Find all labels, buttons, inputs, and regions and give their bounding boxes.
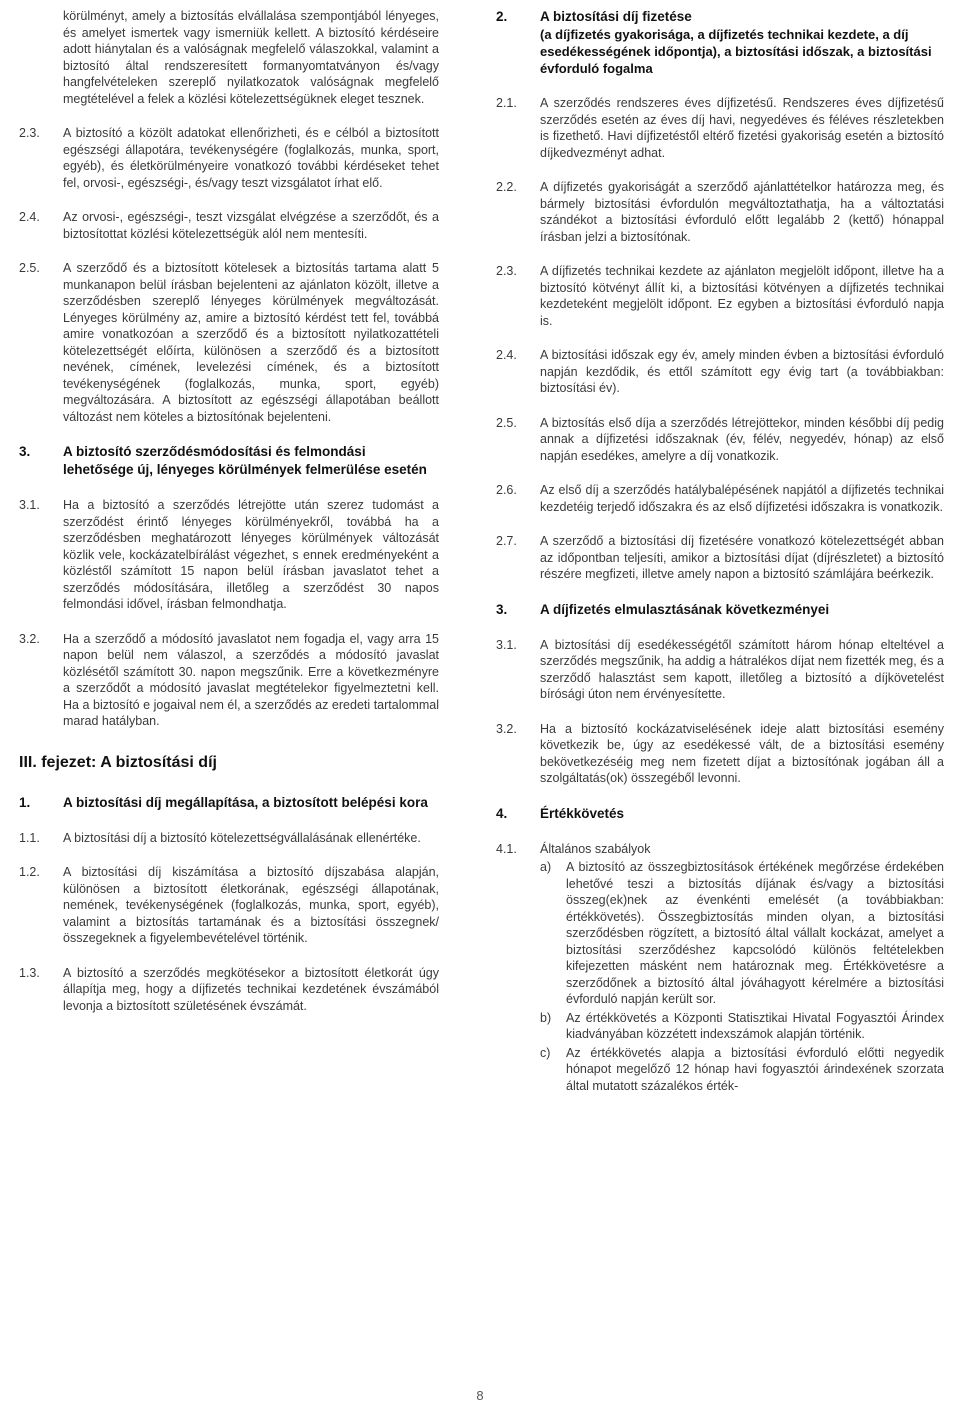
heading-block	[540, 8, 944, 77]
section-1-3	[19, 965, 439, 1015]
section-text: A szerződő a biztosítási díj fizetésére vonatkozó kötelezettségét abban az időpontban teljesíti, amikor a biztosítási díjat (díjrészletet) a biztosító részére megfizeti, illetve amely napon a biztosító számlájára beérkezik.	[540, 534, 944, 581]
section-2-5	[496, 415, 944, 465]
section-4-1	[496, 841, 944, 858]
section-number: 2.3.	[19, 126, 40, 140]
section-title: Általános szabályok	[540, 841, 651, 856]
section-2-2	[496, 179, 944, 245]
section-number: 2.5.	[19, 261, 40, 275]
section-text: Ha a biztosító kockázatviselésének ideje alatt biztosítási esemény következik be, úgy az esedékessé vált, de a biztosítási esemény bekövetkezéséig meg nem fizetett díjat a biztosítónak jogában áll a szolgáltatás(ok) összegéből levonni.	[540, 721, 944, 785]
heading-1	[19, 794, 439, 812]
heading-4	[496, 805, 944, 823]
section-number: 2.6.	[496, 483, 517, 497]
heading-3	[496, 601, 944, 619]
section-1-2	[19, 864, 439, 947]
section-text: A biztosítási díj kiszámítása a biztosító díjszabása alapján, különösen a biztosított életkorának, egészségi állapotának, nemének, tevékenységének (foglalkozás, munka, sport, egyéb), valamint a biztosítás tartamának és a biztosítási összegnek/összegeknek a figyelembevételével történik.	[63, 865, 439, 945]
section-number: 1.3.	[19, 965, 40, 980]
section-number: 2.3.	[496, 264, 517, 278]
list-item	[540, 1045, 944, 1095]
section-number: 2.4.	[496, 348, 517, 362]
sub-list	[540, 859, 944, 1094]
section-text: Az orvosi-, egészségi-, teszt vizsgálat elvégzése a szerződőt, és a biztosítottat közlési kötelezettségük alól nem mentesíti.	[63, 210, 439, 241]
heading-text: A biztosítási díj megállapítása, a biztosított belépési kora	[63, 794, 428, 810]
section-3-1	[19, 497, 439, 613]
chapter-title: III. fejezet: A biztosítási díj	[19, 753, 217, 771]
section-2-3	[19, 125, 439, 191]
list-text: Az értékkövetés alapja a biztosítási évforduló előtti negyedik hónapot megelőző 12 hónap havi fogyasztói árindexének szorzata által mutatott százalékos érték-	[566, 1045, 944, 1093]
section-2-5	[19, 260, 439, 425]
section-2-4	[496, 347, 944, 397]
section-text: A szerződés rendszeres éves díjfizetésű. Rendszeres éves díjfizetésű szerződés esetén az éves díj havi, negyedéves és féléves részletekben is fizethető. Havi díjfizetéstől eltérő fizetési gyakoriság esetén a biztosító díjkedvezményt adhat.	[540, 96, 944, 160]
list-item	[540, 859, 944, 1008]
heading-number: 2.	[496, 9, 508, 24]
heading-text: Értékkövetés	[540, 805, 625, 821]
section-number: 3.2.	[496, 721, 517, 736]
section-3-2	[19, 631, 439, 730]
section-text: A szerződő és a biztosított kötelesek a biztosítás tartama alatt 5 munkanapon belül írásban bejelenteni az ajánlaton közölt, illetve a szerződésben szereplő lényeges körülmények megváltozását. Lényeges körülmény az, amire a biztosító kérdést tett fel, továbbá amire vonatkozóan a szerződő és a biztosított nyilatkozattételi kötelezettségét előírta, különösen a szerződő és a biztosított nevének, címének, levelezési címének, és a biztosított tevékenységének (foglalkozás, munka, sport, egyéb) megváltozására. A biztosított az egészségi állapotában beállott változást nem köteles a biztosítónak bejelenteni.	[63, 261, 439, 424]
section-3-2	[496, 721, 944, 787]
section-2-4	[19, 209, 439, 242]
section-text: Az első díj a szerződés hatálybalépésének napjától a díjfizetés technikai kezdetéig terjedő időszakra és az első díjfizetési időszakra is vonatkozik.	[540, 483, 944, 514]
section-text: A biztosító a közölt adatokat ellenőrizheti, és e célból a biztosított egészségi állapotára, tevékenységére (foglalkozás, munka, sport, egyéb), és életkörülményeire vonatkozó további kérdéseket tehet fel, orvosi-, egészségi-, és/vagy teszt vizsgálatot írhat elő.	[63, 126, 439, 190]
section-text: Ha a szerződő a módosító javaslatot nem fogadja el, vagy arra 15 napon belül nem válaszol, a szerződés a módosító javaslat közlésétől számított 30. napon megszűnik. Erre a következményre a szerződőt a módosító javaslat megtételekor figyelmeztetni kell. Ha a biztosító e jogaival nem él, a szerződés az eredeti tartalommal marad hatályban.	[63, 631, 439, 728]
section-number: 4.1.	[496, 841, 517, 856]
section-text: A biztosítási díj esedékességétől számított három hónap elteltével a szerződés megszűnik, ha addig a hátralékos díjat nem fizették meg, és a szerződő halasztást sem kapott, illetőleg a biztosító a díjkövetelést bírósági úton nem érvényesítette.	[540, 637, 944, 701]
list-letter: b)	[540, 1010, 552, 1025]
section-text: A díjfizetés gyakoriságát a szerződő ajánlattételkor határozza meg, és bármely biztosítási évfordulón megváltoztathatja, ha a változtatási szándékot a biztosítási évforduló előtt legalább 2 (kettő) hónappal írásban jelzi a biztosítónak.	[540, 180, 944, 244]
section-text: A díjfizetés technikai kezdete az ajánlaton megjelölt időpont, illetve ha a biztosító kötvényt állít ki, a biztosítási kötvényen a díjfizetés technikai kezdeteként megjelölt időpont. Ez egyben a biztosítási évforduló napja is.	[540, 264, 944, 328]
page-number: 8	[476, 1388, 484, 1403]
section-text: A biztosítási díj a biztosító kötelezettségvállalásának ellenértéke.	[63, 830, 421, 845]
section-number: 2.7.	[496, 534, 517, 548]
section-2-3	[496, 263, 944, 329]
section-2-7	[496, 533, 944, 583]
section-1-1	[19, 830, 439, 847]
heading-text: A biztosítási díj fizetése	[540, 9, 692, 24]
heading-detail: (a díjfizetés gyakorisága, a díjfizetés technikai kezdete, a díj esedékességének időpontja), a biztosítási időszak, a biztosítási évforduló fogalma	[540, 27, 932, 76]
section-number: 2.4.	[19, 210, 40, 224]
heading-2	[496, 8, 944, 77]
section-number: 3.1.	[19, 498, 40, 512]
section-number: 2.2.	[496, 180, 517, 194]
list-text: A biztosító az összegbiztosítások értékének megőrzése érdekében lehetővé teszi a biztosítás díjának és/vagy a biztosítási összeg(ek)nek az évenkénti emelését (a továbbiakban: értékkövetés). Összegbiztosítás minden olyan, a biztosítási szerződésben rögzített, a biztosító által vállalt kockázat, amelyet a biztosítási szerződéshez kapcsolódó különös feltételekben kifejezetten másként nem határoznak meg. Értékkövetésre a szerződőnek a biztosító által jóváhagyott kérelmére a biztosítási évforduló napján került sor.	[566, 860, 944, 1006]
right-column	[496, 8, 944, 1096]
heading-text: A díjfizetés elmulasztásának következményei	[540, 601, 830, 617]
section-3-1	[496, 637, 944, 703]
section-2-6	[496, 482, 944, 515]
heading-number: 1.	[19, 794, 31, 810]
section-text: A biztosító a szerződés megkötésekor a biztosított életkorát úgy állapítja meg, hogy a díjfizetés technikai kezdetének évszámából levonja a biztosított születésének évszámát.	[63, 965, 439, 1013]
heading-number: 3.	[496, 601, 508, 617]
section-number: 1.1.	[19, 830, 40, 845]
section-2-1	[496, 95, 944, 161]
section-number: 2.1.	[496, 96, 517, 110]
heading-number: 3.	[19, 444, 31, 459]
section-text: A biztosítás első díja a szerződés létrejöttekor, minden későbbi díj pedig annak a díjfizetési időszaknak (év, félév, negyedév, hónap) az első napján esedékes, amelyre a díj vonatkozik.	[540, 415, 944, 463]
heading-number: 4.	[496, 805, 508, 821]
list-letter: a)	[540, 860, 552, 874]
section-number: 3.2.	[19, 631, 40, 646]
intro-paragraph: körülményt, amely a biztosítás elvállalása szempontjából lényeges, és amelyet ismertek vagy ismerniük kellett. A biztosító kérdéseire adott hiánytalan és a valóságnak megfelelő válaszokkal, valamint a biztosító által rendszeresített formanyomtatványon és/vagy hangfelvételeken szereplő nyilatkozatok valóságnak megfelelő megtételével a felek a közlési kötelezettségüknek eleget tesznek.	[63, 9, 439, 106]
section-number: 3.1.	[496, 637, 517, 652]
section-text: A biztosítási időszak egy év, amely minden évben a biztosítási évforduló napján kezdődik, és ettől számított egy évig tart (a továbbiakban: biztosítási év).	[540, 348, 944, 395]
heading-3	[19, 443, 439, 479]
section-number: 2.5.	[496, 415, 517, 430]
section-text: Ha a biztosító a szerződés létrejötte után szerez tudomást a szerződést érintő lényeges körülményekről, továbbá ha a szerződésben meghatározott lényeges körülmények változását közlik vele, kockázatelbírálást végezhet, s ennek eredményeként a közléstől számított 15 napon belül írásban javaslatot tehet a szerződés módosítására, illetőleg a szerződést 30 napos felmondási idővel, írásban felmondhatja.	[63, 498, 439, 611]
list-letter: c)	[540, 1045, 551, 1060]
left-column	[19, 8, 439, 1032]
list-text: Az értékkövetés a Központi Statisztikai Hivatal Fogyasztói Árindex kiadványában közzétett indexszámok alapján történik.	[566, 1010, 944, 1041]
list-item	[540, 1010, 944, 1043]
heading-text: A biztosító szerződésmódosítási és felmondási lehetősége új, lényeges körülmények felmerülése esetén	[63, 444, 427, 477]
section-number: 1.2.	[19, 865, 40, 879]
